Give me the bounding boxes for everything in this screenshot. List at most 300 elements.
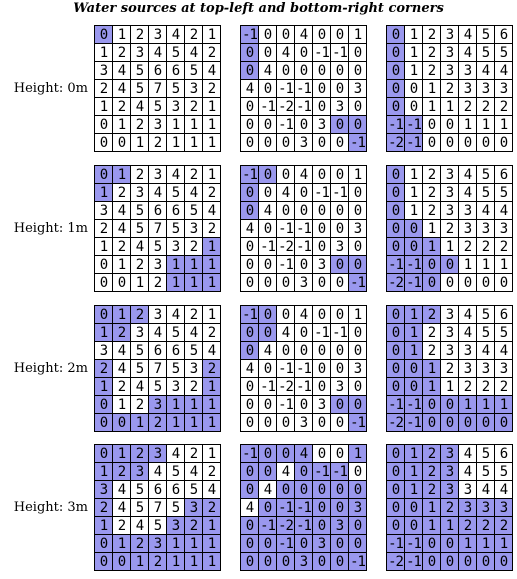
grid-cell-water: 0	[295, 481, 313, 499]
grid-cell: 0	[349, 184, 367, 202]
grid-cell: 3	[331, 378, 349, 396]
grid-cell: 1	[203, 116, 221, 134]
grid-cell: 1	[477, 256, 495, 274]
grid-cell: 1	[131, 134, 149, 152]
grid-cell: 2	[185, 378, 203, 396]
grid-cell: 4	[459, 445, 477, 463]
grid-cell-water: 0	[405, 499, 423, 517]
row-label-height: Height: 1m	[13, 220, 88, 236]
grid-cell: 0	[313, 238, 331, 256]
grid-cell-water: 0	[241, 481, 259, 499]
grid-cell: 0	[295, 396, 313, 414]
grid-cell-water: 1	[185, 274, 203, 292]
grid-cell: -1	[331, 44, 349, 62]
grid-cell-water: -1	[405, 134, 423, 152]
grid-cell: 0	[313, 378, 331, 396]
grid-cell-water: 0	[387, 306, 405, 324]
grid-cell: 2	[423, 324, 441, 342]
grid-cell: 2	[95, 220, 113, 238]
grid-cell: 0	[241, 238, 259, 256]
grid-cell: 0	[331, 166, 349, 184]
grid-cell-water: 1	[405, 324, 423, 342]
grid-cell: 4	[495, 481, 513, 499]
grid-cell: 1	[203, 306, 221, 324]
grid-cell: 2	[113, 44, 131, 62]
grid-cell-water: 0	[387, 26, 405, 44]
grid-cell-water: 0	[459, 553, 477, 571]
grid-cell: 3	[185, 360, 203, 378]
grid-cell: 6	[149, 481, 167, 499]
grid-cell: 1	[349, 26, 367, 44]
grid-cell: 4	[131, 98, 149, 116]
grid-cell: 4	[459, 26, 477, 44]
grid-cell: 4	[277, 44, 295, 62]
grid-cell-water: 1	[95, 517, 113, 535]
grid-cell: 4	[149, 324, 167, 342]
grid-cell: 4	[113, 220, 131, 238]
grid-cell: -1	[295, 220, 313, 238]
grid-cell: 3	[149, 26, 167, 44]
grid-cell: 6	[167, 62, 185, 80]
grid-cell-water: -1	[295, 517, 313, 535]
grid-cell: 2	[477, 378, 495, 396]
grid-cell: 5	[167, 220, 185, 238]
grid-cell: 0	[459, 134, 477, 152]
grid-cell-water: 0	[495, 414, 513, 432]
grid-cell: 2	[477, 98, 495, 116]
grid-cell-water: 0	[331, 481, 349, 499]
grid-cell: 0	[331, 306, 349, 324]
grid-cell-water: 1	[423, 238, 441, 256]
grid-cell: 0	[313, 98, 331, 116]
grid-cell-water: 0	[313, 517, 331, 535]
grid-cell: 5	[185, 202, 203, 220]
grid-cell-water: 0	[95, 396, 113, 414]
grid-cell-water: 3	[185, 499, 203, 517]
grid-cell: -1	[331, 184, 349, 202]
grid-cell-water: 3	[331, 517, 349, 535]
grid-cell-water: 2	[423, 463, 441, 481]
grid-cell: 5	[131, 342, 149, 360]
grid-cell-water: -1	[241, 445, 259, 463]
grid-cell: 3	[313, 256, 331, 274]
grid-cell: 3	[477, 360, 495, 378]
grid-cell-water: -1	[295, 499, 313, 517]
grid-cell: 0	[295, 342, 313, 360]
grid-cell-water: -1	[331, 463, 349, 481]
grid-cell: 5	[495, 463, 513, 481]
grid-cell: 0	[349, 463, 367, 481]
grid-cell-water: 0	[241, 517, 259, 535]
grid-cell: 3	[459, 202, 477, 220]
grid-cell: 4	[295, 166, 313, 184]
grid-cell: 5	[477, 184, 495, 202]
grid-cell-water: 3	[477, 499, 495, 517]
grid-cell: 1	[441, 238, 459, 256]
grid-cell-water: 0	[405, 220, 423, 238]
grid-cell-water: 0	[387, 445, 405, 463]
grid-cell: 2	[495, 378, 513, 396]
grid-cell: 0	[241, 414, 259, 432]
grid-cell: -1	[295, 378, 313, 396]
grid-cell: 0	[313, 274, 331, 292]
grid-cell: 0	[331, 80, 349, 98]
grid-cell-water: 0	[405, 517, 423, 535]
grid-cell: 1	[495, 256, 513, 274]
grid-cell: 0	[349, 62, 367, 80]
grid-cell-water: 0	[387, 324, 405, 342]
height-grid	[386, 165, 513, 292]
grid-cell: 4	[167, 306, 185, 324]
grid-cell: 2	[423, 342, 441, 360]
grid-cell: 3	[441, 44, 459, 62]
grid-cell-water: 0	[241, 324, 259, 342]
grid-cell: 3	[441, 26, 459, 44]
grid-cell: 2	[113, 378, 131, 396]
grid-cell: 5	[477, 463, 495, 481]
grid-cell: 1	[167, 116, 185, 134]
grid-cell-water: 0	[259, 324, 277, 342]
grid-cell: 2	[423, 202, 441, 220]
grid-cell: 0	[241, 134, 259, 152]
grid-cell-water: -1	[349, 414, 367, 432]
grid-cell-water: 1	[167, 274, 185, 292]
grid-cell: 0	[477, 134, 495, 152]
grid-cell-water: 2	[149, 553, 167, 571]
grid-cell-water: 3	[95, 481, 113, 499]
grid-cell-water: 1	[203, 274, 221, 292]
grid-cell-water: 0	[313, 499, 331, 517]
grid-cell: 1	[203, 26, 221, 44]
grid-cell: 4	[241, 220, 259, 238]
grid-cell-water: 0	[405, 238, 423, 256]
grid-cell: 5	[167, 499, 185, 517]
grid-cell-water: 0	[387, 202, 405, 220]
grid-cell-water: 2	[423, 445, 441, 463]
grid-cell: 4	[113, 481, 131, 499]
grid-cell: 2	[113, 184, 131, 202]
grid-cell: 0	[349, 378, 367, 396]
grid-cell-water: 1	[203, 378, 221, 396]
grid-cell: 0	[313, 80, 331, 98]
grid-cell: 4	[203, 342, 221, 360]
grid-cell: 4	[277, 324, 295, 342]
grid-cell-water: 0	[259, 445, 277, 463]
grid-cell: 2	[149, 134, 167, 152]
grid-cell: 3	[295, 134, 313, 152]
grid-cell: 0	[295, 44, 313, 62]
grid-cell: 3	[149, 256, 167, 274]
grid-cell-water: 2	[113, 324, 131, 342]
grid-cell-water: -2	[387, 274, 405, 292]
grid-cell: 2	[203, 324, 221, 342]
grid-cell-water: 1	[95, 324, 113, 342]
grid-cell: 4	[185, 463, 203, 481]
grid-cell: 3	[149, 116, 167, 134]
grid-cell: 4	[259, 202, 277, 220]
grid-cell: 3	[441, 166, 459, 184]
grid-cell-water: 0	[331, 535, 349, 553]
grid-cell: 2	[185, 166, 203, 184]
grid-cell: 5	[131, 202, 149, 220]
grid-cell: 0	[259, 360, 277, 378]
grid-cell: 2	[423, 44, 441, 62]
grid-cell: 0	[313, 134, 331, 152]
grid-cell: 0	[241, 378, 259, 396]
grid-cell-water: -1	[241, 166, 259, 184]
grid-cell-water: 1	[167, 396, 185, 414]
height-grid	[240, 25, 367, 152]
grid-cell: 3	[441, 324, 459, 342]
grid-cell: 5	[477, 44, 495, 62]
grid-cell: 5	[167, 463, 185, 481]
grid-cell: 3	[167, 98, 185, 116]
height-grid	[94, 305, 221, 432]
grid-cell-water: 1	[95, 463, 113, 481]
grid-cell: 2	[131, 396, 149, 414]
grid-cell-water: 0	[313, 481, 331, 499]
grid-cell: 3	[167, 378, 185, 396]
grid-cell-water: 2	[203, 360, 221, 378]
grid-cell: 0	[259, 256, 277, 274]
grid-cell: 3	[95, 202, 113, 220]
grid-cell-water: 2	[423, 481, 441, 499]
grid-cell: 4	[149, 184, 167, 202]
grid-cell-water: 0	[387, 499, 405, 517]
grid-cell-water: 0	[277, 553, 295, 571]
grid-cell-water: 0	[423, 256, 441, 274]
grid-cell: -2	[277, 98, 295, 116]
grid-cell: 2	[185, 238, 203, 256]
grid-cell: 6	[149, 202, 167, 220]
grid-cell-water: 1	[167, 256, 185, 274]
grid-cell-water: -1	[405, 256, 423, 274]
grid-cell-water: 0	[331, 553, 349, 571]
grid-cell: 4	[295, 306, 313, 324]
grid-cell: 4	[241, 360, 259, 378]
grid-cell-water: 0	[387, 220, 405, 238]
grid-cell-water: -1	[241, 306, 259, 324]
grid-cell-water: 0	[241, 62, 259, 80]
grid-cell: 0	[277, 202, 295, 220]
grid-cell: 5	[477, 166, 495, 184]
grid-cell-water: -1	[405, 396, 423, 414]
grid-cell: 0	[277, 62, 295, 80]
grid-cell-water: 0	[331, 396, 349, 414]
grid-cell-water: 0	[387, 184, 405, 202]
grid-cell: 4	[131, 378, 149, 396]
grid-cell: 0	[331, 414, 349, 432]
grid-cell: 2	[203, 44, 221, 62]
grid-cell: -1	[277, 360, 295, 378]
grid-cell-water: 0	[423, 414, 441, 432]
grid-cell-water: 1	[167, 535, 185, 553]
grid-cell-water: 1	[423, 378, 441, 396]
grid-cell: 5	[149, 98, 167, 116]
grid-cell: 0	[349, 342, 367, 360]
grid-cell: 0	[349, 238, 367, 256]
grid-cell-water: -1	[387, 396, 405, 414]
grid-cell-water: 0	[259, 499, 277, 517]
grid-cell: 5	[149, 238, 167, 256]
grid-cell: -2	[277, 238, 295, 256]
grid-cell-water: -1	[277, 499, 295, 517]
grid-cell-water: 0	[241, 535, 259, 553]
grid-cell: 5	[477, 445, 495, 463]
grid-cell-water: 1	[203, 414, 221, 432]
grid-cell-water: 4	[295, 445, 313, 463]
grid-cell: 1	[113, 396, 131, 414]
grid-cell: 0	[259, 116, 277, 134]
grid-cell-water: 3	[295, 553, 313, 571]
grid-cell-water: -1	[349, 134, 367, 152]
grid-cell-water: 0	[113, 553, 131, 571]
grid-cell: 0	[277, 274, 295, 292]
grid-cell: 4	[167, 26, 185, 44]
grid-cell: 0	[295, 256, 313, 274]
grid-cell: 0	[277, 414, 295, 432]
grid-cell-water: 0	[387, 360, 405, 378]
grid-cell: 5	[477, 26, 495, 44]
grid-cell: 0	[313, 306, 331, 324]
grid-cell: 5	[131, 360, 149, 378]
grid-cell-water: 0	[241, 553, 259, 571]
grid-cell: 5	[167, 184, 185, 202]
grid-cell: 4	[259, 62, 277, 80]
grid-cell: 0	[259, 80, 277, 98]
grid-cell-water: 0	[441, 535, 459, 553]
grid-cell: 4	[113, 62, 131, 80]
grid-cell-water: 3	[167, 517, 185, 535]
grid-cell-water: 0	[387, 481, 405, 499]
grid-cell: 0	[241, 256, 259, 274]
grid-cell-water: -1	[277, 535, 295, 553]
row-label-height: Height: 3m	[13, 499, 88, 515]
grid-cell: 3	[459, 62, 477, 80]
height-grid	[94, 25, 221, 152]
grid-cell: 0	[441, 134, 459, 152]
grid-cell: 1	[203, 98, 221, 116]
grid-cell: 0	[405, 98, 423, 116]
grid-cell-water: -2	[387, 553, 405, 571]
grid-cell-water: 1	[405, 342, 423, 360]
grid-cell: 3	[441, 62, 459, 80]
height-grid	[240, 305, 367, 432]
grid-cell: 6	[167, 342, 185, 360]
grid-cell-water: 0	[441, 414, 459, 432]
grid-cell: 4	[203, 62, 221, 80]
grid-cell: 0	[423, 134, 441, 152]
grid-cell-water: 2	[131, 306, 149, 324]
grid-cell: 0	[331, 360, 349, 378]
grid-cell-water: 3	[459, 499, 477, 517]
grid-cell: 3	[185, 80, 203, 98]
grid-cell-water: 1	[185, 414, 203, 432]
grid-cell-water: 0	[387, 166, 405, 184]
grid-cell: 4	[149, 463, 167, 481]
height-grid	[240, 165, 367, 292]
grid-cell-water: 0	[423, 535, 441, 553]
grid-cell-water: 0	[423, 274, 441, 292]
grid-cell: 5	[167, 80, 185, 98]
grid-cell-water: 2	[495, 517, 513, 535]
grid-cell: 3	[185, 220, 203, 238]
grid-cell: 4	[113, 80, 131, 98]
grid-cell: -1	[277, 80, 295, 98]
grid-cell: 5	[185, 62, 203, 80]
grid-cell: 4	[113, 499, 131, 517]
grid-cell: 0	[313, 342, 331, 360]
grid-cell-water: 0	[95, 166, 113, 184]
grid-cell-water: 0	[331, 499, 349, 517]
grid-cell: 1	[131, 274, 149, 292]
grid-cell: -1	[295, 238, 313, 256]
grid-cell: 0	[313, 445, 331, 463]
grid-cell: 7	[149, 360, 167, 378]
grid-cell: 0	[259, 134, 277, 152]
grid-cell: 1	[423, 98, 441, 116]
grid-cell-water: 1	[495, 396, 513, 414]
grid-cell: -1	[259, 378, 277, 396]
grid-cell-water: 0	[241, 184, 259, 202]
grid-cell: 0	[313, 62, 331, 80]
grid-cell-water: 0	[95, 306, 113, 324]
figure-title: Water sources at top-left and bottom-right corners	[73, 1, 444, 16]
grid-cell: 0	[331, 342, 349, 360]
grid-cell: 4	[495, 202, 513, 220]
row-label-height: Height: 2m	[13, 360, 88, 376]
grid-cell: 4	[167, 166, 185, 184]
grid-cell: 0	[331, 134, 349, 152]
grid-cell-water: 0	[95, 445, 113, 463]
grid-cell-water: 1	[185, 535, 203, 553]
grid-cell: 4	[477, 202, 495, 220]
grid-cell: 0	[477, 274, 495, 292]
grid-cell: 2	[459, 98, 477, 116]
grid-cell: 0	[241, 274, 259, 292]
grid-cell: 1	[203, 445, 221, 463]
grid-cell: 3	[349, 220, 367, 238]
grid-cell-water: 0	[295, 463, 313, 481]
grid-cell-water: 3	[149, 396, 167, 414]
grid-cell: 3	[459, 360, 477, 378]
grid-cell: 3	[295, 414, 313, 432]
grid-cell: 4	[113, 360, 131, 378]
grid-cell: 0	[331, 62, 349, 80]
grid-cell: 2	[423, 26, 441, 44]
grid-cell: 1	[495, 116, 513, 134]
grid-cell-water: 0	[477, 414, 495, 432]
grid-cell-water: 0	[241, 463, 259, 481]
grid-cell: 1	[203, 166, 221, 184]
grid-cell-water: 0	[113, 414, 131, 432]
grid-cell-water: 0	[349, 517, 367, 535]
grid-cell: 0	[295, 324, 313, 342]
grid-cell-water: 2	[95, 360, 113, 378]
grid-cell-water: 1	[113, 166, 131, 184]
grid-cell: -1	[295, 360, 313, 378]
grid-cell-water: 3	[313, 535, 331, 553]
grid-cell-water: 0	[95, 26, 113, 44]
grid-cell-water: 1	[477, 396, 495, 414]
grid-cell: 3	[149, 306, 167, 324]
grid-cell: 2	[441, 360, 459, 378]
grid-cell-water: 1	[203, 238, 221, 256]
grid-cell: 3	[495, 360, 513, 378]
grid-cell-water: 1	[203, 517, 221, 535]
grid-cell: 0	[259, 396, 277, 414]
grid-cell: 4	[459, 44, 477, 62]
